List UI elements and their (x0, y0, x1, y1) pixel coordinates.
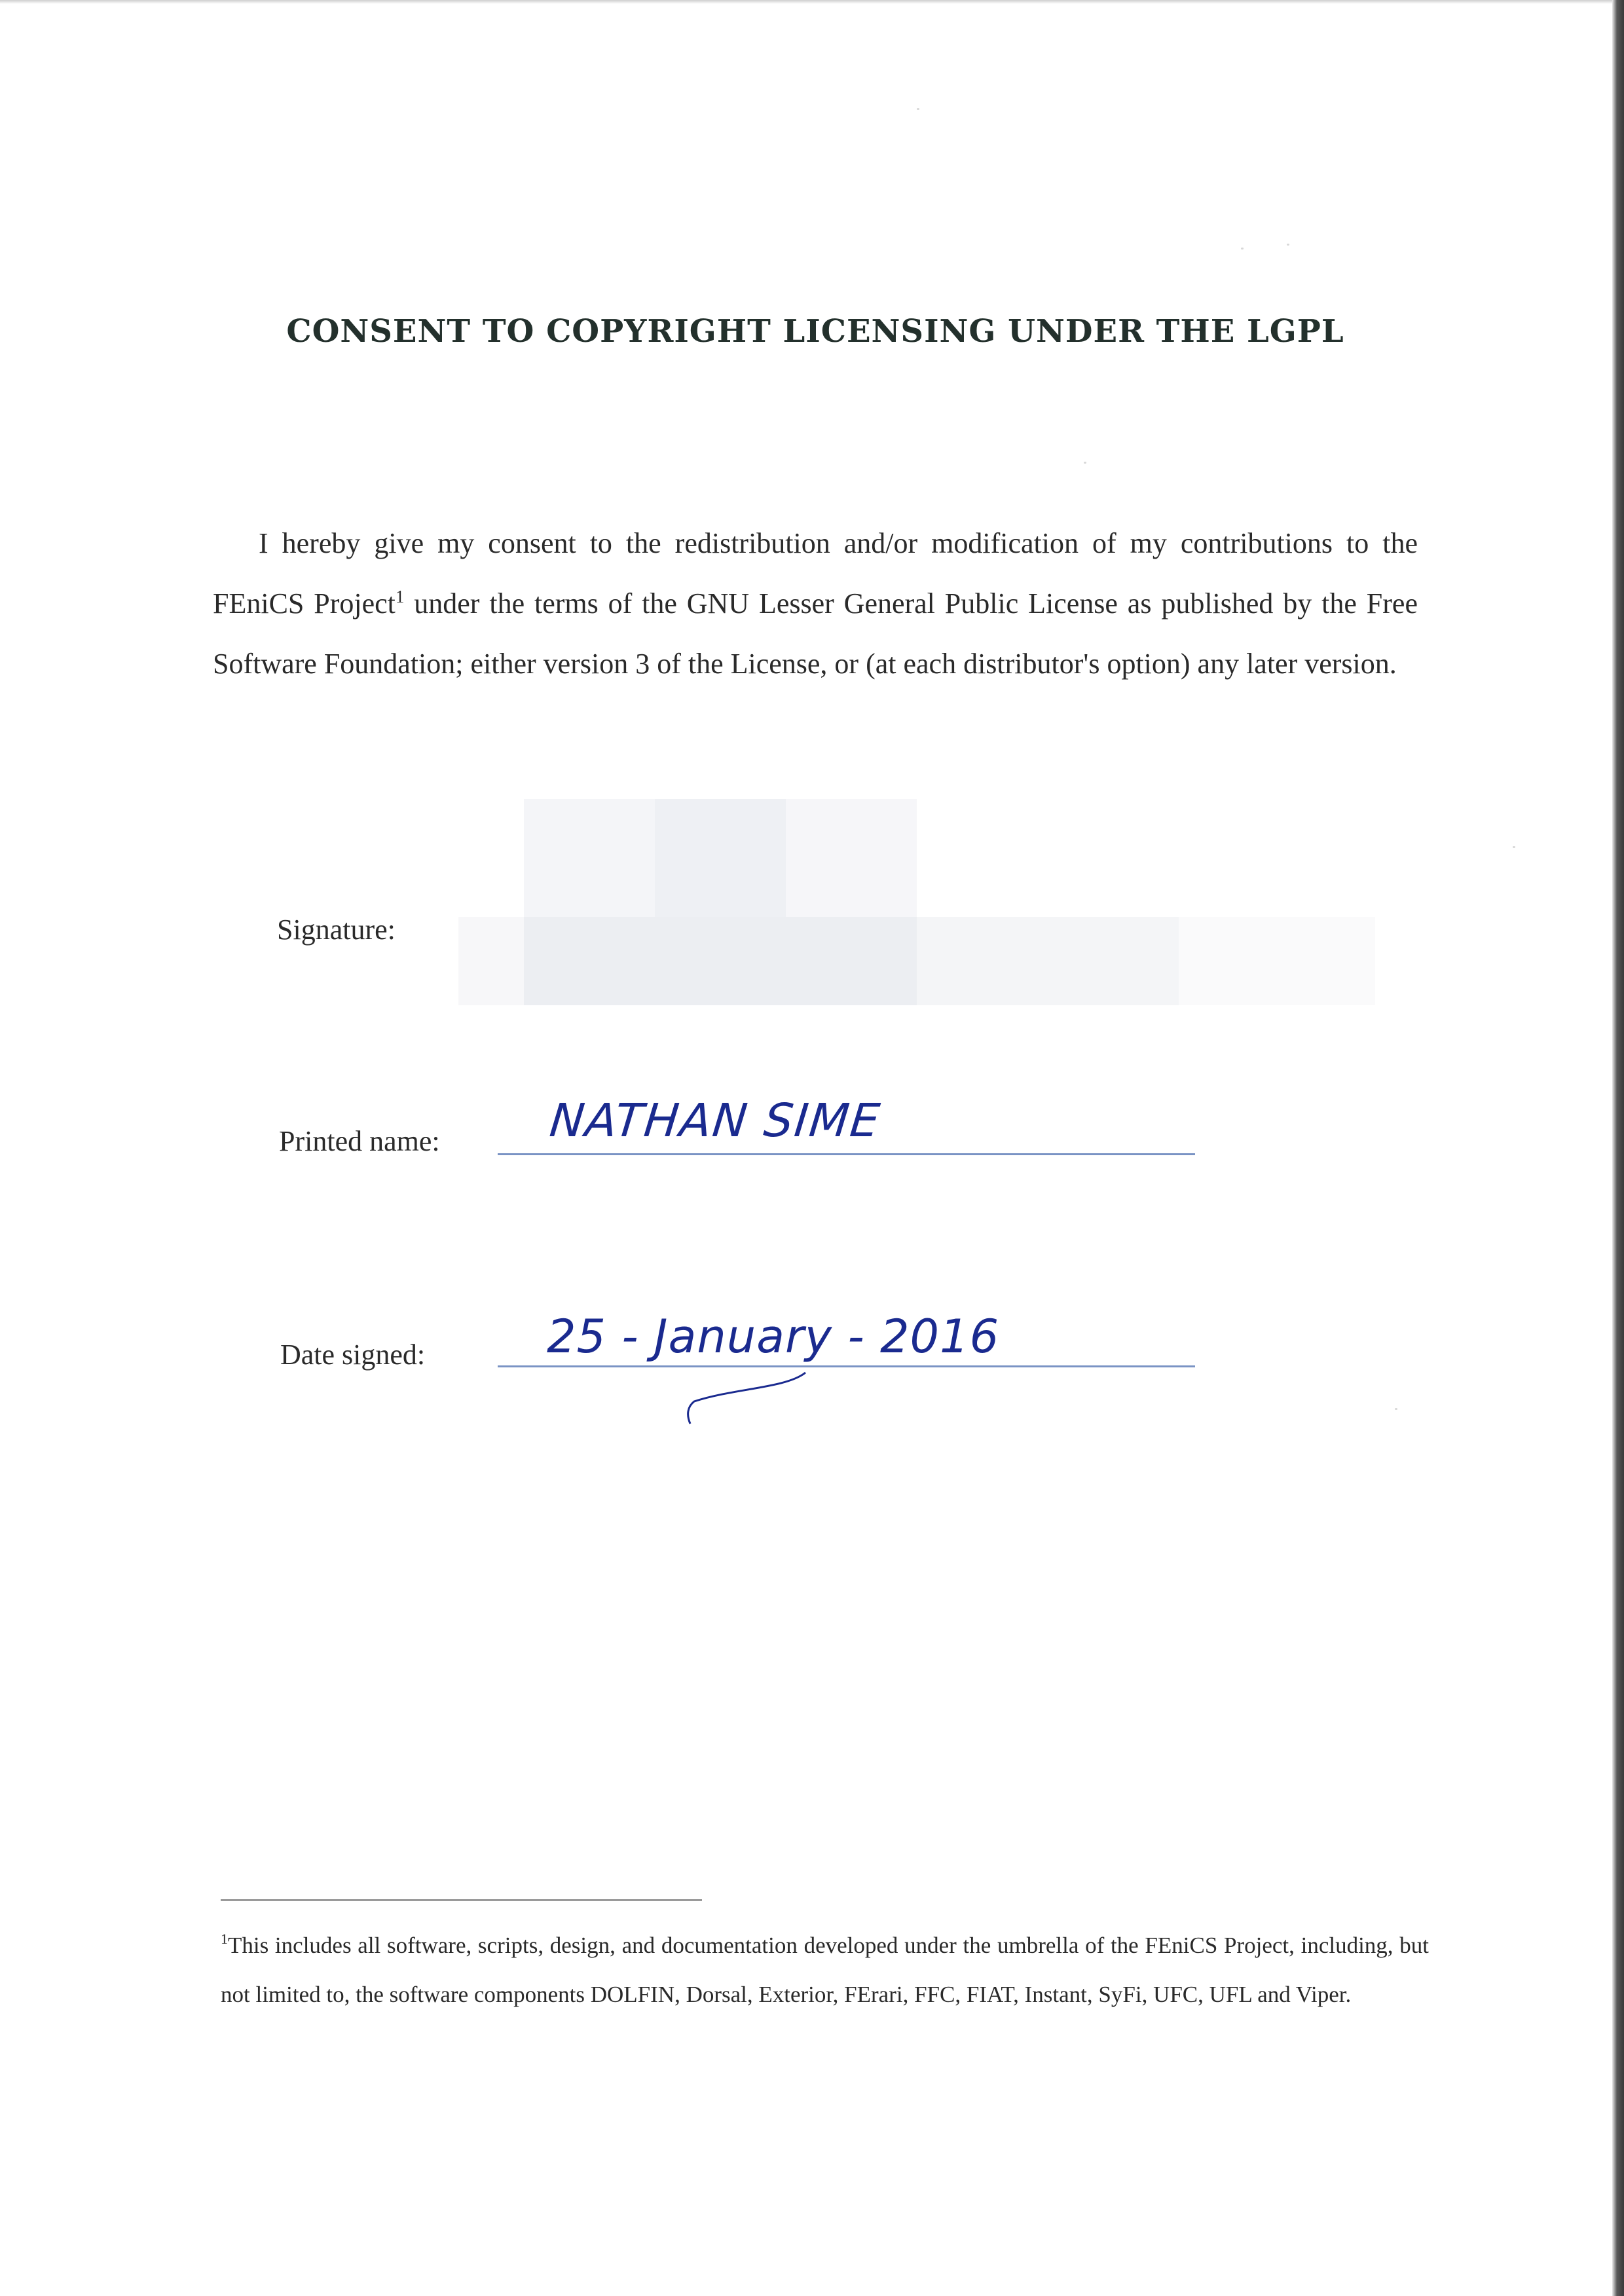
footnote-mark: 1 (221, 1931, 228, 1947)
date-signed-line (498, 1365, 1195, 1367)
document-title: CONSENT TO COPYRIGHT LICENSING UNDER THE LGPL (286, 313, 1344, 350)
scan-top-edge (0, 0, 1612, 4)
scan-speck (1287, 244, 1289, 246)
date-signed-handwriting: 25 - January - 2016 (547, 1310, 1000, 1363)
handwriting-flourish (681, 1369, 812, 1428)
scan-speck (1395, 1408, 1397, 1410)
scan-right-edge (1612, 0, 1624, 2296)
consent-paragraph (213, 513, 1418, 694)
scan-speck (1513, 846, 1515, 848)
scan-speck (1241, 248, 1244, 250)
footnote (221, 1921, 1429, 2019)
scan-speck (1084, 462, 1086, 464)
footnote-reference: 1 (395, 587, 405, 606)
footnote-rule (221, 1899, 702, 1901)
footnote-text: This includes all software, scripts, design, and documentation developed under the umbrella of the FEniCS Project, including, but not limited to, the software components DOLFIN, Dorsal, Exterior, FErari, FFC, FIAT, Instant, SyFi, UFC, UFL and Viper. (221, 1933, 1429, 2007)
consent-text-part1: I hereby give my consent to the redistribution and/or modification of my contributions to the FEniCS Project (213, 527, 1418, 620)
date-signed-label: Date signed: (280, 1339, 426, 1371)
printed-name-handwriting: NATHAN SIME (547, 1094, 884, 1147)
printed-name-line (498, 1153, 1195, 1155)
printed-name-label: Printed name: (279, 1125, 440, 1157)
signature-label: Signature: (277, 914, 396, 946)
scan-speck (917, 108, 919, 110)
consent-text-part2: under the terms of the GNU Lesser General Public License as published by the Free Software Foundation; either version 3 of the License, or (at each distributor's option) any later version. (213, 587, 1418, 680)
